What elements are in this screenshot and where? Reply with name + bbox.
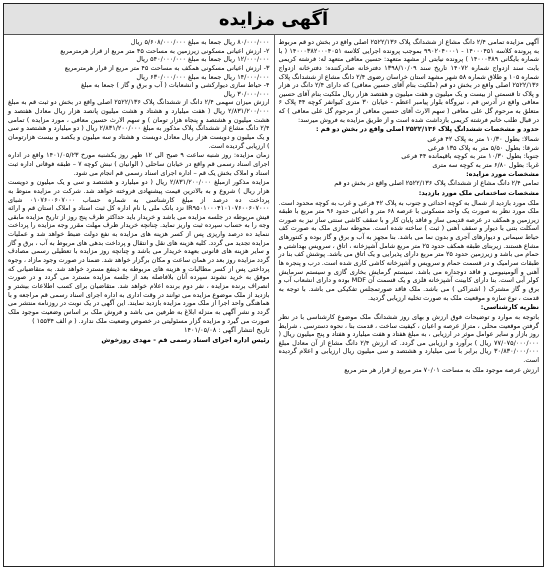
notice-header <box>4 4 543 35</box>
boundary-west: غربا: بطول ۶/۸۰ متر به کوچه سه متری <box>432 160 539 169</box>
valuation-item: ۱۲/۰۰۰/۰۰۰ ریال جمعا به مبلغ ۵۴۰/۰۰۰/۰۰۰ ریال <box>136 55 270 64</box>
left-column <box>4 35 274 566</box>
valuation-item: ۳- ارزش اعیانی مسکونی همکف به مساحت ۴۵ متر مربع از قرار هرمترمربع <box>64 63 270 72</box>
boundaries-heading: حدود و مشخصات ششدانگ پلاک ۲۵۲۲/۱۳۶ اصلی واقع در بخش دو قم : <box>315 125 539 134</box>
land-value-line: ارزش عرصه موجود ملک به مساحت ۷۰/۰۱ متر مربع از قرار هر متر مربع <box>344 365 539 374</box>
valuation-item: ۸۰/۰۰۰/۰۰۰ ریال جمعا به مبلغ ۵/۶۰۸/۰۰۰/۰۰۰ ریال <box>130 38 270 46</box>
intro-paragraph: آگهی مزایده تمامی ۲/۴ دانگ مشاع از ششدانگ پلاک ۲۵۲۲/۱۳۶ اصلی واقع در بخش دو قم مربوط به پرونده کلاسه ۱۴۰۰۰۴۵۱ - ۹۹۰۲۰۴۰۰۰۱ بموجب پرونده اجرایی کلاسه ۱۴۰۰۰۳۸۲۰۰۰۴۰۵۱ ( با شماره بایگانی ۱۴۰۰۰۳۸۹ ) پرونده نیابتی از مشهد متعهد: حسین معافی متعهد له: فرشته کریمی بابت سند ازدواج شماره ۱۴۰۷۲ تاریخ سند ۱۳۹۸/۱۰/۰۹ دفترخانه صادرکننده: دفترخانه ازدواج شماره ۱۰۵ و طلاق شماره ۵۸ شهر مشهد استان خراسان رضوی ۲/۴ دانگ مشاع از ششدانگ پلاک ۲۵۲۲/۱۳۶ اصلی واقع در بخش دو قم (ملکیت بنام آقای حسین معافی) که دارای ۲/۴ دانگ در هزار و پلاک تا قسمتی از بیست و یک میلیون و هفت میلیون و هفتصد هزار ریال ملکیت بنام آقای حسین معافی واقع در آدرس قم ، نیروگاه بلوار پیامبر اعظم - خیابان ۳۰ متری کیوانفر کوچه ۴۴ پلاک ۶ متعلق به مرحوم گل علی معافی ( سهم الارث آقای حسین معافی از مرحوم گل علی معافی ) که در قبال طلب خانم فرشته کریمی بازداشت شده است و از طریق مزایده به فروش میرسد: <box>278 38 540 124</box>
building-specs-heading: مشخصات ساختمانی ملک مورد بازدید: <box>418 188 539 197</box>
boundary-south: جنوبا: بطول ۱۰/۳۰ متر به کوچه باقیمانده ۴۴ فرعی <box>401 152 539 161</box>
expert-opinion-heading: نظریه کارشناسی: <box>480 303 539 312</box>
auction-subject-text: تمامی ۲/۴ دانگ مشاع از ششدانگ پلاک ۲۵۲۲/۱۳۶ اصلی واقع در بخش دو قم <box>334 179 539 188</box>
auction-notice <box>3 3 544 567</box>
publish-date: تاریخ انتشار آگهی : ۱۴۰۱/۰۵/۰۸ <box>183 326 270 335</box>
notice-title: آگهی مزایده <box>218 8 329 30</box>
boundary-east: شرقا: بطول ۵/۵۰ متر به پلاک ۱۳۵ فرعی <box>428 143 539 152</box>
signature-line: رئیس اداره اجرای اسناد رسمی قم - مهدی روزخوش <box>101 335 270 344</box>
boundary-north: شمالا: بطول ۱۰/۳۰ متر به پلاک ۴۲ فرعی <box>427 135 539 144</box>
valuation-item: ۳۰/۰۰۰/۰۰۰ ریال <box>223 89 270 98</box>
expert-opinion-text: باتوجه به موارد و توضیحات فوق ارزش و بهای روز ششدانگ ملک موضوع کارشناسی با در نظر گرفتن موقعیت محلی ، متراژ عرصه و اعیان ، کیفیت ساخت ، قدمت بنا ، نحوه دسترسی ، شرایط روز بازار و سایر عوامل موثر در ارزیابی ، به مبلغ هفتاد و هفت میلیارد و هفتاد و پنج میلیون ریال ( ۷۷/۰۷۵/۰۰۰/۰۰۰ ریال ) برآورد و ارزیابی می گردد. که ارزش ۲/۴ دانگ مشاع از آن معادل مبلغ ۳۰/۸۳۰/۰۰۰/۰۰۰ ریال برابر با سی میلیارد و هشتصد و سی میلیون ریال ارزیابی و اعلام گردیده است. <box>278 312 539 365</box>
valuation-item: ۲- ارزش اعیانی مسکونی زیرزمین به مساحت ۴۵ متر مربع از قرار هرمترمربع <box>60 46 270 55</box>
valuation-item: ۱۴/۰۰۰/۰۰۰ ریال جمعا به مبلغ ۶۳۰/۰۰۰/۰۰۰ ریال <box>136 72 270 81</box>
share-valuation-paragraph: ارزش میزان سهمی ۲/۴ دانگ از ششدانگ پلاک ۲۵۲۲/۱۳۶ اصلی واقع در بخش دو ثبت قم به مبلغ ۲/۸۳۱/۲۰۰/۰۰۰ ریال ( هفت میلیارد و هشتاد و هشت میلیون پانصد هزار ریال معادل هفتصد و هشت میلیون و هشتصد و پنجاه هزار تومان ) و سهم الارث حسین معافی ، مورد مزایده ) تمامی ۲/۴ دانگ مشاع از ششدانگ پلاک مذکور به مبلغ ۲/۸۳۱/۲۰۰/۰۰۰ ریال ( دو میلیارد و هشتصد و سی و یک میلیون و دویست هزار ریال معادل دویست و هشتاد و سه میلیون و یکصد و بیست هزارتومان ) ارزیابی گردیده است. <box>8 98 270 150</box>
auction-subject-heading: مشخصات مورد مزایده: <box>466 169 539 178</box>
auction-time-paragraph: زمان مزایده: روز شنبه ساعت ۹ صبح الی ۱۲ ظهر روز یکشنبه مورخ ۱۴۰۱/۰۵/۲۳ واقع در اداره اجرای اسناد رسمی قم واقع در خیابان ساحلی ( الوانیان ) نبش کوچه ۷ – طبقه فوقانی اداره ثبت اسناد و املاک بخش یک قم – اداره اجرای اسناد رسمی قم انجام می شود. <box>8 151 270 177</box>
auction-terms-paragraph: مزایده مذکور ازمبلغ ۲/۸۳۱/۲۰۰/۰۰۰ ریال ( دو میلیارد و هشتصد و سی و یک میلیون و دویست هزار ریال ) شروع و به بالاترین قیمت پیشنهادی فروخته خواهد شد. شرکت در مزایده منوط به پرداخت ده درصد از مبلغ کارشناسی به شماره حساب ۰۱۰۷۶۰۰۶۰۷۰۰۰ شبای IR۹۵۰۱۰۰۰۴۱۰۱۰۷۶۰۰۶۰۷۰۰۰ نزد بانک ملی با نام اداره کل ثبت اسناد و املاک استان قم و ارائه فیش مربوطه در جلسه مزایده می باشد و خریدار باید حداکثر ظرف پنج روز از تاریخ مزایده مابقی وجه را به حساب سپرده ثبت واریز نماید. چنانچه خریدار ظرف مهلت مقرر وجه مزایده را پرداخت ننماید ده درصد واریزی پس از کسر هزینه های مزایده به نفع دولت ضبط خواهد شد و عملیات مزایده تجدید می گردد. کلیه هزینه های نقل و انتقال و پرداخت بدهی های مربوط به آب ، برق و گاز و سایر هزینه های قانونی بعهده خریدار می باشد و چنانچه روز مزایده با تعطیلی رسمی مصادف گردد مزایده روز بعد در همان ساعت و مکان برگزار خواهد شد. ضمنا در صورت وجود مازاد ، وجوه پرداختی پس از کسر مطالبات و هزینه های مربوطه به ذینفع مسترد خواهد شد. به متقاضیانی که موفق به خرید نشوند سپرده آنان بلافاصله بعد از جلسه مزایده مسترد می گردد و در صورت انصراف برنده مزایده ، نفر دوم برنده اعلام خواهد شد. متقاضیان برای کسب اطلاعات بیشتر و بازدید از ملک موضوع مزایده می توانند در وقت اداری به اداره اجرای اسناد رسمی قم مراجعه و با هماهنگی واحد اجرا از ملک مورد مزایده بازدید نمایند. این آگهی در یک نوبت در روزنامه منتشر می گردد و نشر آگهی به منزله ابلاغ به طرفین می باشد و فروش ملک بر اساس وضعیت موجود ملک صورت می گیرد و مزایده گزار مسئولیتی در خصوص وضعیت ملک ندارد. ( م الف ۱۵۵۳۴ ) <box>8 178 270 325</box>
right-column <box>274 35 544 566</box>
notice-columns <box>4 35 543 566</box>
valuation-item: ۴- حیاط سازی دیوارکشی و انشعابات ( آب و برق و گاز ) جمعا به مبلغ <box>80 81 270 90</box>
building-specs-text: ملک مورد بازدید از شمال به کوچه احداثی و جنوب به پلاک ۴۲ فرعی و غرب به کوچه محدود است. ملک مورد نظر به صورت یک واحد مسکونی با عرصه ۶۸ متر و اعیانی حدود ۹۶ متر مربع با طبقه زیرزمین و همکف در عرصه قدیمی ساز و فاقد پایان کار و با سقف کاشی سنتی ساز نیز به صورت اسکلت بتنی با دیوار و سقف آهنی ( ثبت ) ساخته شده است. محوطه سازی ملک به صورت کف حیاط سیمانی و دیوارهای آجری و بدون نما می باشد. بنا مجهز به آب و برق و گاز بوده و کنتورهای مشاع هستند. زیربنای طبقه همکف حدود ۲۵ متر مربع شامل آشپزخانه ، اتاق ، سرویس بهداشتی و حمام می باشد و زیرزمین حدود ۲۵ متر مربع دارای پذیرایی و یک اتاق می باشد. پوشش کف بنا در طبقات سرامیک و در قسمت حمام و سرویس و آشپزخانه کاشی کاری شده است. درب و پنجره ها آهنی و آلومینیومی و فاقد دوجداره می باشد. سیستم گرمایش بخاری گازی و سیستم سرمایش کولر آبی است. بنا دارای کابینت آشپزخانه فلزی و یک قسمت آن MDF بوده و دارای انشعاب آب و برق و گاز مشترک ( اشتراکی ) می باشد. ملک فاقد صورتمجلس تفکیکی می باشد. با توجه به قدمت ، نوع سازه و موقعیت ملک به صورت تخلیه ارزیابی گردید. <box>278 198 540 302</box>
